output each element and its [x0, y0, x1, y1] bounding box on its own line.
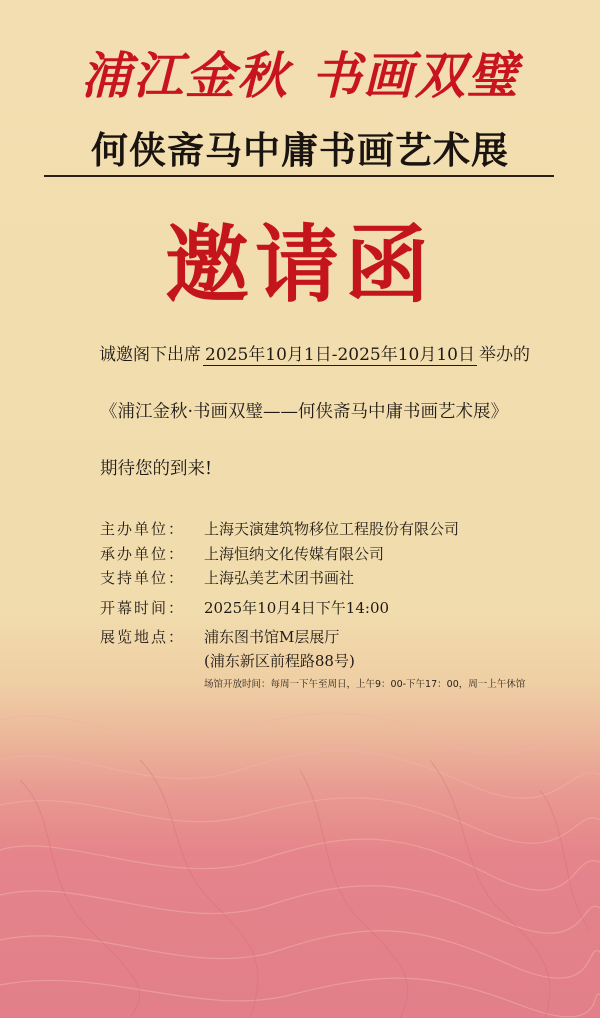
title-part-2: 书画双璧: [311, 46, 519, 105]
invitation-suffix: 举办的: [478, 345, 530, 365]
organizer-label: 主办单位：: [100, 520, 186, 538]
invitation-prefix: 诚邀阁下出席: [99, 345, 201, 365]
co-organizer-value: 上海恒纳文化传媒有限公司: [204, 545, 385, 563]
supporter-value: 上海弘美艺术团书画社: [204, 569, 355, 587]
invitation-heading: 邀请函: [164, 215, 435, 314]
opening-time-value: 2025年10月4日下午14:00: [204, 599, 390, 617]
venue-value: 浦东图书馆M层展厅: [204, 628, 340, 646]
co-organizer-row: [100, 543, 384, 564]
supporter-label: 支持单位：: [100, 569, 186, 587]
poster-title: [0, 36, 600, 108]
venue-address: (浦东新区前程路88号): [204, 652, 355, 670]
exhibition-name: 《浦江金秋·书画双璧——何侠斋马中庸书画艺术展》: [100, 402, 509, 422]
supporter-row: [100, 567, 354, 588]
opening-time-label: 开幕时间：: [100, 599, 186, 617]
venue-label: 展览地点：: [100, 628, 186, 646]
title-divider: [44, 175, 554, 177]
organizer-row: [100, 518, 459, 539]
exhibition-subtitle: 何侠斋马中庸书画艺术展: [91, 128, 509, 172]
welcome-text: 期待您的到来!: [100, 459, 213, 479]
exhibition-dates: 2025年10月1日-2025年10月10日: [205, 345, 475, 365]
title-part-1: 浦江金秋: [81, 46, 289, 105]
opening-time-row: [100, 597, 389, 618]
invitation-line: [99, 340, 530, 365]
venue-row: [100, 626, 339, 647]
co-organizer-label: 承办单位：: [100, 545, 186, 563]
opening-hours-note: 场馆开放时间：每周一下午至周日，上午9：00-下午17：00，周一上午休馆: [204, 679, 526, 690]
organizer-value: 上海天演建筑物移位工程股份有限公司: [204, 520, 460, 538]
